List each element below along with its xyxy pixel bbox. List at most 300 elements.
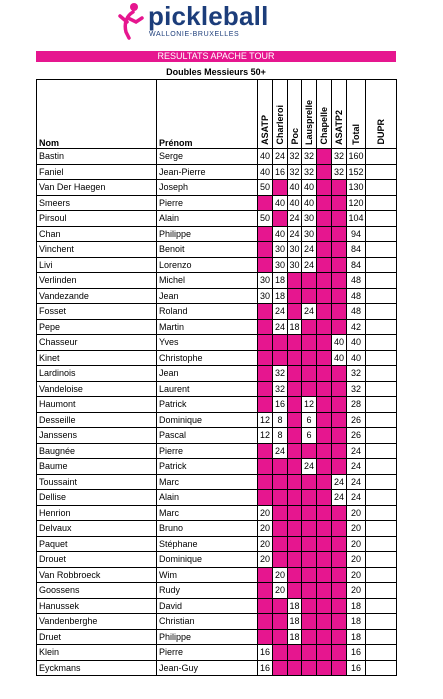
cell-dupr: [366, 412, 397, 428]
cell-chapelle: [317, 304, 332, 320]
cell-lausprelle: [302, 521, 317, 537]
cell-asatp: 20: [258, 552, 273, 568]
table-row: [37, 552, 397, 568]
cell-asatp: [258, 226, 273, 242]
table-row: [37, 645, 397, 661]
cell-total: 24: [347, 443, 366, 459]
cell-dupr: [366, 304, 397, 320]
cell-total: 130: [347, 180, 366, 196]
cell-charleroi: 20: [273, 583, 288, 599]
cell-lausprelle: [302, 490, 317, 506]
cell-total: 84: [347, 257, 366, 273]
cell-prenom: Serge: [157, 149, 258, 165]
cell-lausprelle: [302, 536, 317, 552]
cell-asatp2: [332, 614, 347, 630]
cell-asatp: 30: [258, 288, 273, 304]
cell-dupr: [366, 428, 397, 444]
cell-asatp: [258, 474, 273, 490]
cell-prenom: Benoit: [157, 242, 258, 258]
cell-asatp2: [332, 226, 347, 242]
cell-poc: [288, 645, 302, 661]
cell-dupr: [366, 180, 397, 196]
cell-chapelle: [317, 567, 332, 583]
cell-lausprelle: [302, 583, 317, 599]
cell-asatp: [258, 195, 273, 211]
cell-poc: [288, 459, 302, 475]
cell-poc: [288, 443, 302, 459]
results-banner: RESULTATS APACHE TOUR: [36, 51, 396, 62]
cell-lausprelle: [302, 443, 317, 459]
cell-total: 84: [347, 242, 366, 258]
cell-lausprelle: [302, 288, 317, 304]
cell-poc: [288, 335, 302, 351]
col-header-poc: Poc: [288, 80, 302, 149]
cell-asatp2: [332, 319, 347, 335]
cell-chapelle: [317, 164, 332, 180]
pickleball-player-icon: [114, 2, 148, 40]
cell-lausprelle: [302, 598, 317, 614]
cell-nom: Henrion: [37, 505, 157, 521]
cell-poc: [288, 490, 302, 506]
cell-dupr: [366, 397, 397, 413]
cell-prenom: Jean-Guy: [157, 660, 258, 676]
cell-dupr: [366, 645, 397, 661]
cell-lausprelle: 32: [302, 149, 317, 165]
cell-asatp2: [332, 242, 347, 258]
cell-dupr: [366, 319, 397, 335]
logo-wordmark: pickleball: [148, 1, 269, 31]
cell-asatp: 12: [258, 428, 273, 444]
cell-chapelle: [317, 226, 332, 242]
cell-asatp2: [332, 567, 347, 583]
cell-nom: Eyckmans: [37, 660, 157, 676]
cell-prenom: Wim: [157, 567, 258, 583]
cell-chapelle: [317, 335, 332, 351]
cell-asatp: 40: [258, 149, 273, 165]
cell-chapelle: [317, 598, 332, 614]
cell-poc: [288, 397, 302, 413]
table-row: [37, 288, 397, 304]
cell-nom: Druet: [37, 629, 157, 645]
table-row: [37, 273, 397, 289]
cell-lausprelle: [302, 614, 317, 630]
cell-nom: Goossens: [37, 583, 157, 599]
cell-asatp2: [332, 257, 347, 273]
cell-asatp: [258, 319, 273, 335]
cell-prenom: Pascal: [157, 428, 258, 444]
cell-chapelle: [317, 660, 332, 676]
cell-charleroi: [273, 490, 288, 506]
cell-charleroi: 16: [273, 164, 288, 180]
table-row: [37, 660, 397, 676]
cell-total: 32: [347, 381, 366, 397]
cell-asatp: [258, 598, 273, 614]
cell-nom: Janssens: [37, 428, 157, 444]
cell-asatp: [258, 381, 273, 397]
cell-chapelle: [317, 211, 332, 227]
cell-asatp: [258, 567, 273, 583]
cell-asatp2: [332, 629, 347, 645]
cell-lausprelle: [302, 335, 317, 351]
cell-poc: 24: [288, 226, 302, 242]
cell-charleroi: [273, 645, 288, 661]
cell-total: 20: [347, 567, 366, 583]
cell-asatp2: [332, 397, 347, 413]
cell-charleroi: 18: [273, 273, 288, 289]
cell-lausprelle: 6: [302, 412, 317, 428]
header-row: [37, 80, 397, 149]
cell-charleroi: 20: [273, 567, 288, 583]
cell-chapelle: [317, 443, 332, 459]
cell-asatp2: [332, 211, 347, 227]
cell-poc: [288, 583, 302, 599]
cell-dupr: [366, 149, 397, 165]
cell-dupr: [366, 381, 397, 397]
cell-dupr: [366, 567, 397, 583]
cell-lausprelle: 12: [302, 397, 317, 413]
cell-chapelle: [317, 505, 332, 521]
cell-chapelle: [317, 397, 332, 413]
cell-dupr: [366, 242, 397, 258]
cell-asatp: [258, 350, 273, 366]
col-header-total: Total: [347, 80, 366, 149]
table-row: [37, 567, 397, 583]
cell-prenom: Pierre: [157, 645, 258, 661]
table-row: [37, 614, 397, 630]
table-row: [37, 242, 397, 258]
cell-poc: [288, 521, 302, 537]
cell-asatp: 20: [258, 521, 273, 537]
cell-prenom: Alain: [157, 490, 258, 506]
cell-dupr: [366, 536, 397, 552]
cell-poc: [288, 428, 302, 444]
cell-nom: Paquet: [37, 536, 157, 552]
cell-poc: 30: [288, 257, 302, 273]
cell-total: 20: [347, 536, 366, 552]
cell-dupr: [366, 211, 397, 227]
cell-poc: [288, 660, 302, 676]
cell-asatp2: [332, 366, 347, 382]
cell-total: 26: [347, 428, 366, 444]
cell-dupr: [366, 257, 397, 273]
cell-asatp: [258, 304, 273, 320]
cell-lausprelle: 40: [302, 195, 317, 211]
cell-asatp: 20: [258, 536, 273, 552]
cell-total: 24: [347, 490, 366, 506]
table-row: [37, 226, 397, 242]
cell-nom: Faniel: [37, 164, 157, 180]
table-row: [37, 319, 397, 335]
cell-lausprelle: [302, 552, 317, 568]
results-table: [36, 79, 397, 676]
cell-lausprelle: 24: [302, 257, 317, 273]
cell-dupr: [366, 614, 397, 630]
cell-prenom: Jean: [157, 366, 258, 382]
cell-dupr: [366, 660, 397, 676]
cell-nom: Dellise: [37, 490, 157, 506]
cell-chapelle: [317, 552, 332, 568]
table-row: [37, 629, 397, 645]
cell-charleroi: 32: [273, 381, 288, 397]
cell-nom: Desseille: [37, 412, 157, 428]
cell-asatp2: [332, 443, 347, 459]
col-header-prenom: Prénom: [157, 80, 258, 149]
cell-dupr: [366, 505, 397, 521]
cell-total: 42: [347, 319, 366, 335]
cell-poc: 32: [288, 149, 302, 165]
cell-asatp2: [332, 645, 347, 661]
cell-total: 20: [347, 521, 366, 537]
cell-charleroi: [273, 459, 288, 475]
cell-charleroi: [273, 521, 288, 537]
cell-dupr: [366, 226, 397, 242]
cell-dupr: [366, 521, 397, 537]
table-row: [37, 350, 397, 366]
cell-asatp2: [332, 660, 347, 676]
cell-lausprelle: [302, 273, 317, 289]
col-header-charleroi: Charleroi: [273, 80, 288, 149]
cell-chapelle: [317, 583, 332, 599]
cell-chapelle: [317, 350, 332, 366]
cell-prenom: Dominique: [157, 412, 258, 428]
cell-asatp2: [332, 552, 347, 568]
cell-poc: 18: [288, 614, 302, 630]
cell-asatp2: [332, 381, 347, 397]
cell-asatp: 16: [258, 660, 273, 676]
cell-asatp: [258, 242, 273, 258]
cell-lausprelle: [302, 629, 317, 645]
table-row: [37, 164, 397, 180]
cell-asatp: 12: [258, 412, 273, 428]
cell-prenom: Martin: [157, 319, 258, 335]
cell-total: 32: [347, 366, 366, 382]
cell-charleroi: [273, 629, 288, 645]
cell-prenom: Bruno: [157, 521, 258, 537]
cell-poc: [288, 288, 302, 304]
cell-charleroi: [273, 536, 288, 552]
cell-prenom: Christian: [157, 614, 258, 630]
cell-lausprelle: 32: [302, 164, 317, 180]
cell-asatp: [258, 629, 273, 645]
cell-dupr: [366, 474, 397, 490]
col-header-chapelle: Chapelle: [317, 80, 332, 149]
cell-lausprelle: 40: [302, 180, 317, 196]
cell-dupr: [366, 273, 397, 289]
cell-chapelle: [317, 180, 332, 196]
cell-dupr: [366, 629, 397, 645]
cell-charleroi: 8: [273, 412, 288, 428]
table-row: [37, 335, 397, 351]
cell-asatp2: 40: [332, 335, 347, 351]
cell-lausprelle: 6: [302, 428, 317, 444]
cell-poc: [288, 505, 302, 521]
cell-prenom: Pierre: [157, 443, 258, 459]
cell-asatp2: [332, 273, 347, 289]
cell-chapelle: [317, 149, 332, 165]
cell-asatp: [258, 614, 273, 630]
cell-asatp: [258, 583, 273, 599]
cell-prenom: David: [157, 598, 258, 614]
cell-total: 18: [347, 598, 366, 614]
cell-total: 20: [347, 505, 366, 521]
cell-charleroi: 24: [273, 304, 288, 320]
cell-poc: [288, 366, 302, 382]
cell-poc: [288, 567, 302, 583]
table-row: [37, 428, 397, 444]
cell-prenom: Jean: [157, 288, 258, 304]
cell-asatp2: [332, 180, 347, 196]
cell-lausprelle: [302, 366, 317, 382]
table-row: [37, 474, 397, 490]
cell-total: 20: [347, 583, 366, 599]
cell-chapelle: [317, 288, 332, 304]
table-row: [37, 459, 397, 475]
cell-prenom: Marc: [157, 474, 258, 490]
cell-charleroi: [273, 211, 288, 227]
table-row: [37, 521, 397, 537]
cell-chapelle: [317, 474, 332, 490]
cell-charleroi: 24: [273, 149, 288, 165]
cell-prenom: Patrick: [157, 397, 258, 413]
cell-prenom: Rudy: [157, 583, 258, 599]
table-row: [37, 443, 397, 459]
cell-chapelle: [317, 645, 332, 661]
cell-asatp: 50: [258, 180, 273, 196]
cell-prenom: Philippe: [157, 629, 258, 645]
cell-charleroi: 24: [273, 443, 288, 459]
col-header-nom: Nom: [37, 80, 157, 149]
cell-total: 40: [347, 350, 366, 366]
cell-total: 94: [347, 226, 366, 242]
cell-poc: [288, 350, 302, 366]
table-row: [37, 366, 397, 382]
logo-subtitle: WALLONIE-BRUXELLES: [149, 31, 240, 38]
cell-lausprelle: [302, 474, 317, 490]
cell-poc: [288, 536, 302, 552]
cell-prenom: Philippe: [157, 226, 258, 242]
cell-chapelle: [317, 195, 332, 211]
cell-lausprelle: [302, 505, 317, 521]
table-row: [37, 304, 397, 320]
cell-asatp: 50: [258, 211, 273, 227]
cell-nom: Bastin: [37, 149, 157, 165]
cell-total: 18: [347, 629, 366, 645]
cell-charleroi: [273, 350, 288, 366]
cell-asatp: 40: [258, 164, 273, 180]
cell-chapelle: [317, 273, 332, 289]
cell-asatp: [258, 397, 273, 413]
cell-prenom: Stéphane: [157, 536, 258, 552]
cell-asatp: [258, 459, 273, 475]
cell-prenom: Laurent: [157, 381, 258, 397]
cell-chapelle: [317, 490, 332, 506]
cell-lausprelle: 24: [302, 304, 317, 320]
cell-prenom: Yves: [157, 335, 258, 351]
cell-charleroi: [273, 335, 288, 351]
cell-dupr: [366, 164, 397, 180]
cell-nom: Pepe: [37, 319, 157, 335]
cell-prenom: Christophe: [157, 350, 258, 366]
cell-total: 120: [347, 195, 366, 211]
cell-lausprelle: [302, 567, 317, 583]
table-row: [37, 397, 397, 413]
cell-charleroi: [273, 474, 288, 490]
cell-dupr: [366, 366, 397, 382]
cell-nom: Vinchent: [37, 242, 157, 258]
cell-charleroi: 30: [273, 242, 288, 258]
cell-nom: Van Robbroeck: [37, 567, 157, 583]
cell-poc: [288, 273, 302, 289]
cell-prenom: Lorenzo: [157, 257, 258, 273]
table-row: [37, 490, 397, 506]
table-row: [37, 195, 397, 211]
cell-nom: Kinet: [37, 350, 157, 366]
cell-total: 160: [347, 149, 366, 165]
cell-nom: Van Der Haegen: [37, 180, 157, 196]
cell-prenom: Roland: [157, 304, 258, 320]
cell-chapelle: [317, 381, 332, 397]
cell-poc: 24: [288, 211, 302, 227]
cell-charleroi: [273, 598, 288, 614]
cell-charleroi: 8: [273, 428, 288, 444]
cell-charleroi: 40: [273, 195, 288, 211]
table-row: [37, 412, 397, 428]
cell-total: 18: [347, 614, 366, 630]
cell-chapelle: [317, 366, 332, 382]
cell-poc: 18: [288, 319, 302, 335]
cell-nom: Drouet: [37, 552, 157, 568]
cell-poc: 32: [288, 164, 302, 180]
cell-chapelle: [317, 242, 332, 258]
cell-poc: 40: [288, 180, 302, 196]
cell-asatp: [258, 257, 273, 273]
cell-chapelle: [317, 629, 332, 645]
cell-asatp2: 40: [332, 350, 347, 366]
cell-chapelle: [317, 428, 332, 444]
cell-nom: Delvaux: [37, 521, 157, 537]
col-header-dupr: DUPR: [366, 80, 397, 149]
cell-nom: Chan: [37, 226, 157, 242]
cell-dupr: [366, 195, 397, 211]
cell-lausprelle: [302, 319, 317, 335]
cell-charleroi: [273, 552, 288, 568]
cell-total: 40: [347, 335, 366, 351]
cell-nom: Smeers: [37, 195, 157, 211]
cell-dupr: [366, 552, 397, 568]
cell-poc: 40: [288, 195, 302, 211]
cell-chapelle: [317, 257, 332, 273]
cell-asatp2: [332, 505, 347, 521]
cell-chapelle: [317, 614, 332, 630]
cell-dupr: [366, 443, 397, 459]
cell-poc: [288, 552, 302, 568]
cell-chapelle: [317, 459, 332, 475]
cell-prenom: Marc: [157, 505, 258, 521]
cell-prenom: Joseph: [157, 180, 258, 196]
cell-charleroi: [273, 614, 288, 630]
cell-nom: Livi: [37, 257, 157, 273]
cell-asatp2: 32: [332, 164, 347, 180]
cell-nom: Klein: [37, 645, 157, 661]
cell-nom: Verlinden: [37, 273, 157, 289]
cell-dupr: [366, 583, 397, 599]
col-header-asatp2: ASATP2: [332, 80, 347, 149]
cell-total: 48: [347, 288, 366, 304]
cell-charleroi: 18: [273, 288, 288, 304]
cell-total: 24: [347, 459, 366, 475]
cell-total: 104: [347, 211, 366, 227]
cell-total: 28: [347, 397, 366, 413]
